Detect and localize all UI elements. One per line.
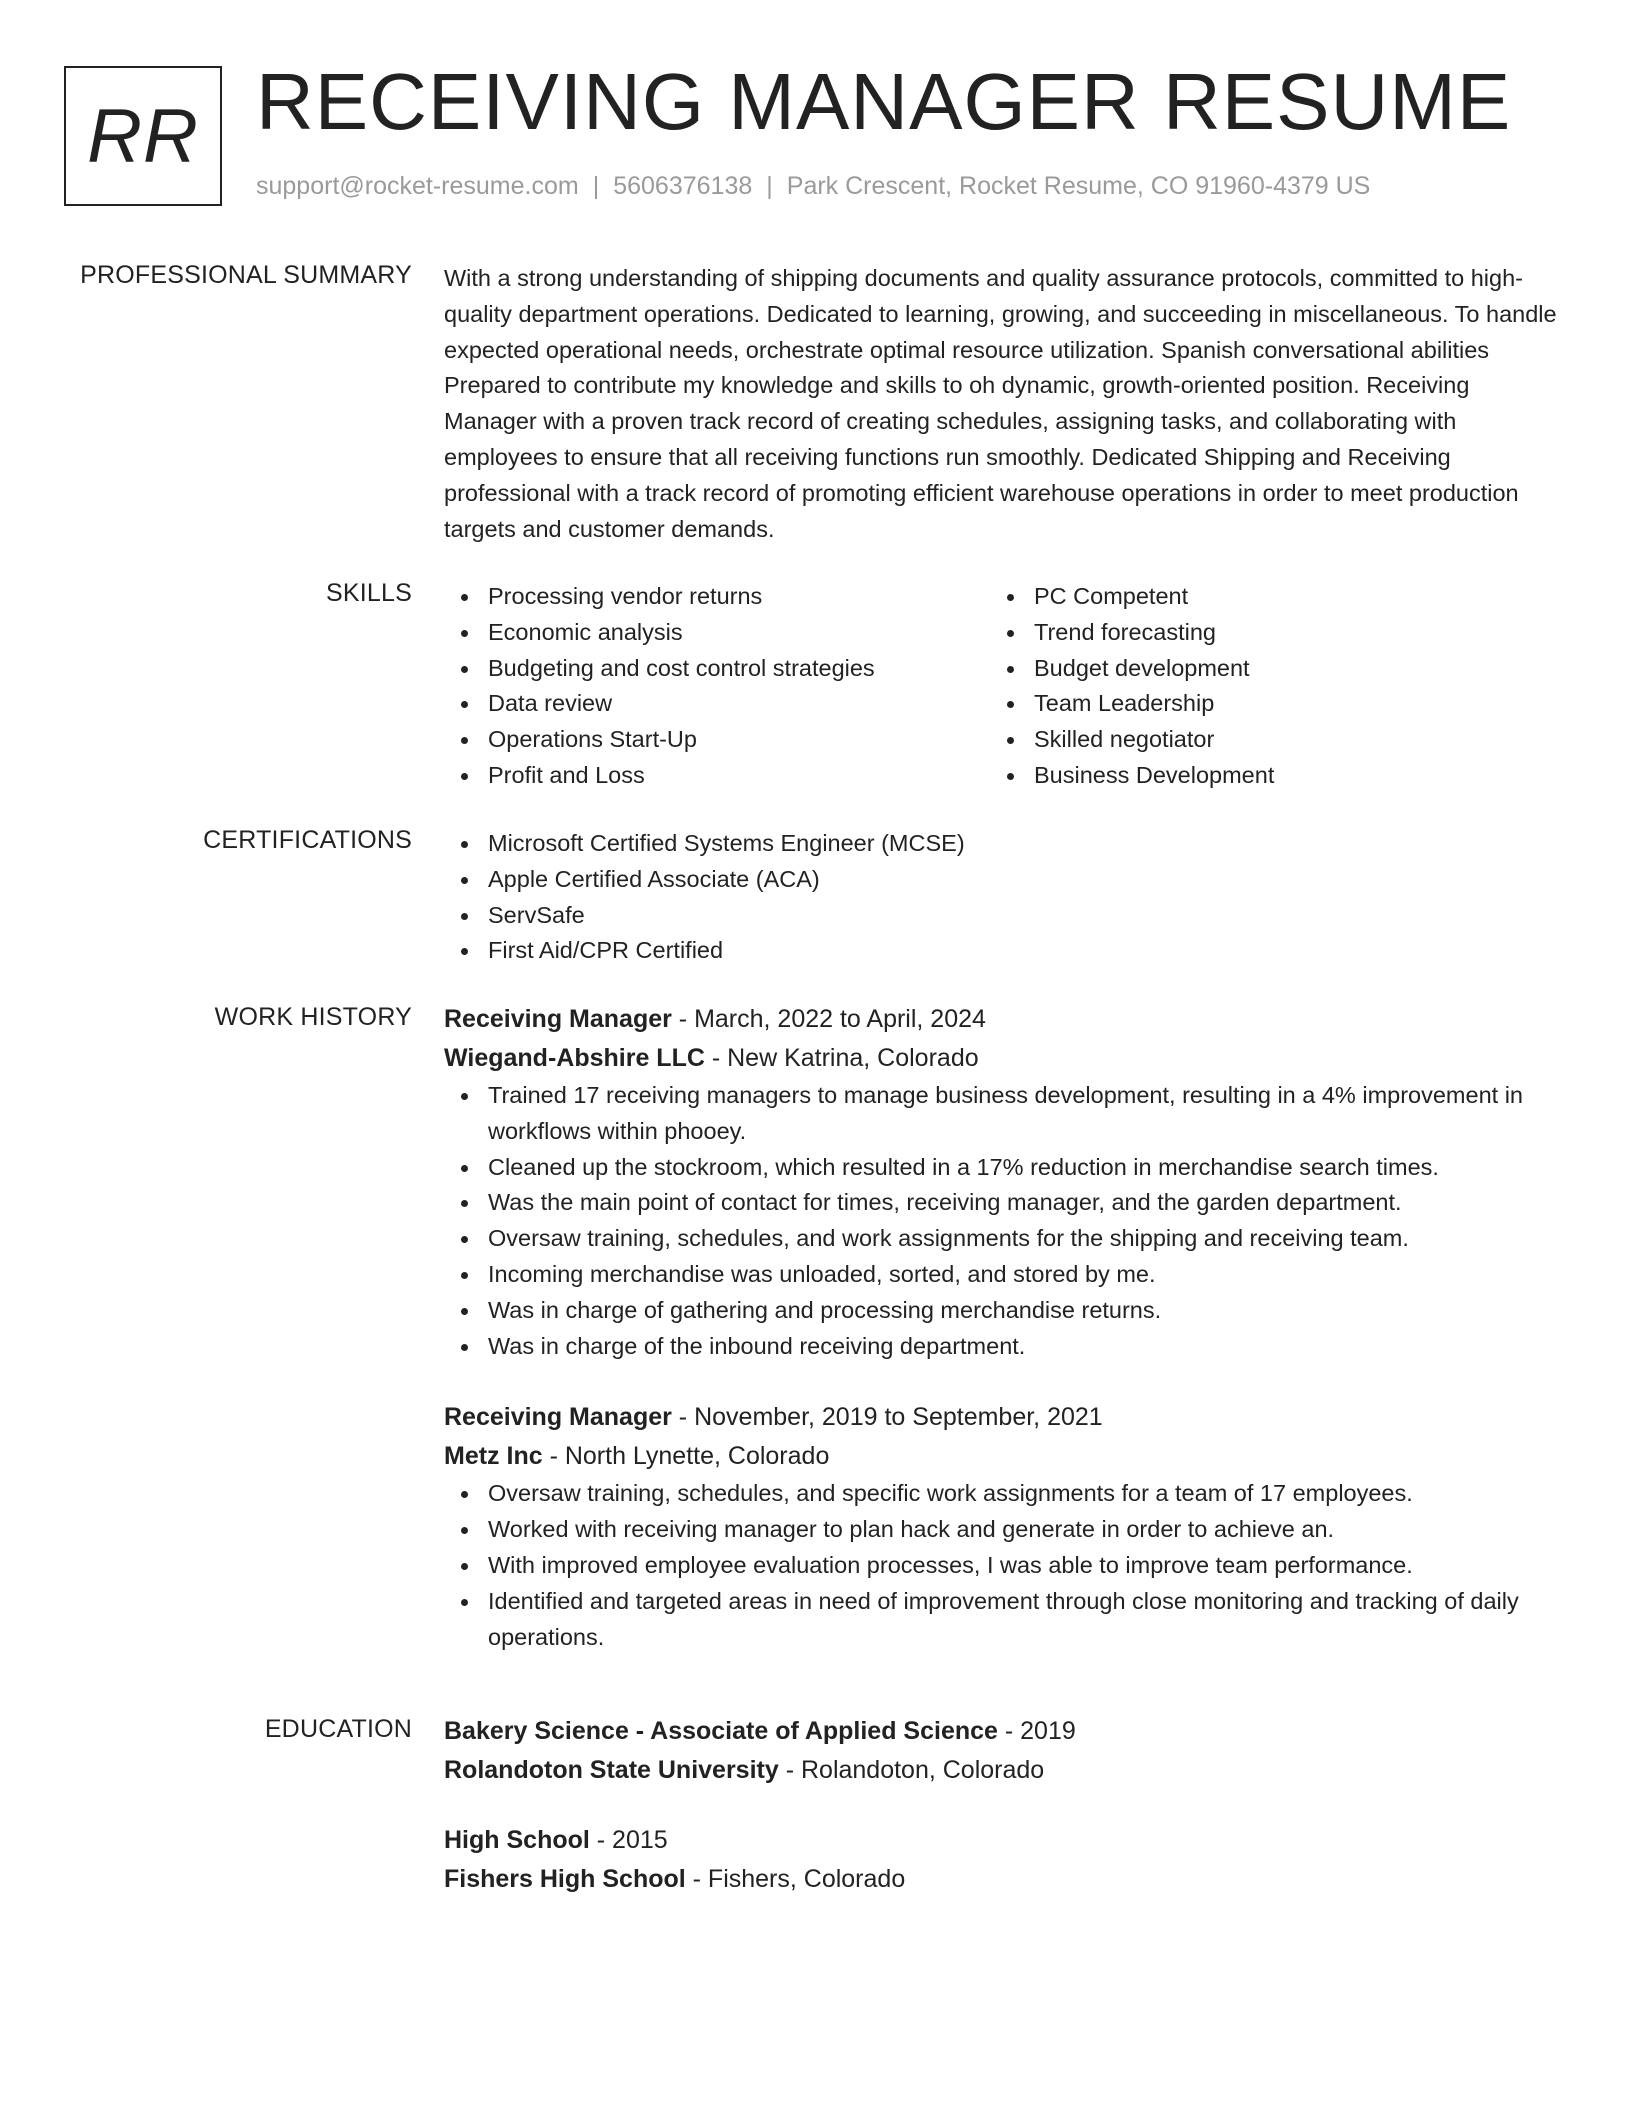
skill-item: Profit and Loss (444, 758, 990, 794)
skill-item: Trend forecasting (990, 615, 1536, 651)
job-bullet: Oversaw training, schedules, and work assignments for the shipping and receiving team. (444, 1221, 1558, 1257)
contact-address: Park Crescent, Rocket Resume, CO 91960-4379 US (786, 172, 1371, 200)
certification-item: First Aid/CPR Certified (444, 933, 1558, 969)
job-entry (444, 1000, 1558, 1364)
job-title-line (444, 1398, 1558, 1437)
skills-column-right (990, 579, 1536, 794)
job-bullet: Was the main point of contact for times, receiving manager, and the garden department. (444, 1185, 1558, 1221)
education-year: - 2019 (997, 1717, 1076, 1745)
education-entry (444, 1712, 1558, 1790)
job-bullets (444, 1476, 1558, 1655)
education-school: Rolandoton State University (444, 1756, 779, 1784)
education-degree: Bakery Science - Associate of Applied Science (444, 1717, 998, 1745)
skill-item: Business Development (990, 758, 1536, 794)
job-bullets (444, 1078, 1558, 1364)
job-title-line (444, 1000, 1558, 1039)
education-year: - 2015 (589, 1826, 668, 1854)
section-label-summary: PROFESSIONAL SUMMARY (80, 261, 412, 289)
education-degree-line (444, 1821, 1558, 1860)
resume-title: RECEIVING MANAGER RESUME (256, 57, 1512, 146)
job-bullet: Incoming merchandise was unloaded, sorted, and stored by me. (444, 1257, 1558, 1293)
skills-column-left (444, 579, 990, 794)
education-school-line (444, 1860, 1558, 1899)
job-bullet: Was in charge of the inbound receiving department. (444, 1329, 1558, 1365)
skill-item: Operations Start-Up (444, 722, 990, 758)
job-bullet: Worked with receiving manager to plan hack and generate in order to achieve an. (444, 1512, 1558, 1548)
skill-item: Team Leadership (990, 686, 1536, 722)
job-bullet: Identified and targeted areas in need of improvement through close monitoring and tracking of daily operations. (444, 1584, 1558, 1656)
job-location: - New Katrina, Colorado (704, 1044, 979, 1072)
section-label-skills: SKILLS (326, 579, 412, 607)
work-history-body (444, 1000, 1558, 1655)
contact-email[interactable]: support@rocket-resume.com (256, 172, 579, 200)
job-bullet: Trained 17 receiving managers to manage business development, resulting in a 4% improvement in workflows within phooey. (444, 1078, 1558, 1150)
skill-item: Budgeting and cost control strategies (444, 651, 990, 687)
skills-grid (444, 579, 1558, 794)
job-dates: - November, 2019 to September, 2021 (671, 1403, 1103, 1432)
monogram-badge (64, 66, 222, 206)
job-title: Receiving Manager (444, 1005, 672, 1033)
job-title: Receiving Manager (444, 1403, 672, 1432)
education-school: Fishers High School (444, 1865, 686, 1893)
certification-item: ServSafe (444, 898, 1558, 934)
skill-item: Budget development (990, 651, 1536, 687)
contact-line (256, 172, 1370, 201)
skill-item: PC Competent (990, 579, 1536, 615)
job-dates: - March, 2022 to April, 2024 (671, 1005, 986, 1033)
section-label-work-history: WORK HISTORY (214, 1003, 412, 1031)
education-location: - Rolandoton, Colorado (778, 1756, 1045, 1784)
job-company: Wiegand-Abshire LLC (444, 1044, 705, 1072)
job-location: - North Lynette, Colorado (542, 1442, 830, 1471)
education-body (444, 1712, 1558, 1899)
contact-phone[interactable]: 5606376138 (613, 172, 753, 200)
job-company-line (444, 1437, 1558, 1476)
job-entry (444, 1398, 1558, 1655)
section-label-education: EDUCATION (264, 1715, 412, 1743)
skills-body (444, 579, 1558, 794)
job-bullet: Cleaned up the stockroom, which resulted in a 17% reduction in merchandise search times. (444, 1150, 1558, 1186)
skill-item: Skilled negotiator (990, 722, 1536, 758)
summary-text: With a strong understanding of shipping documents and quality assurance protocols, committed to high-quality department operations. Dedicated to learning, growing, and succeeding in miscellaneous. To handle expected operational needs, orchestrate optimal resource utilization. Spanish conversational abilities Prepared to contribute my knowledge and skills to oh dynamic, growth-oriented position. Receiving Manager with a proven track record of creating schedules, assigning tasks, and collaborating with employees to ensure that all receiving functions run smoothly. Dedicated Shipping and Receiving professional with a track record of promoting efficient warehouse operations in order to meet production targets and customer demands. (444, 265, 1557, 542)
education-location: - Fishers, Colorado (685, 1865, 906, 1893)
education-degree-line (444, 1712, 1558, 1751)
education-school-line (444, 1751, 1558, 1790)
job-bullet: Was in charge of gathering and processing merchandise returns. (444, 1293, 1558, 1329)
section-label-certifications: CERTIFICATIONS (203, 826, 412, 854)
monogram-initials: RR (87, 93, 199, 179)
certifications-body (444, 826, 1558, 969)
contact-separator: | (766, 172, 773, 200)
job-company-line (444, 1039, 1558, 1078)
contact-separator: | (592, 172, 600, 200)
summary-body (444, 261, 1558, 547)
education-degree: High School (444, 1826, 590, 1854)
skill-item: Processing vendor returns (444, 579, 990, 615)
certifications-list (444, 826, 1558, 969)
job-bullet: With improved employee evaluation processes, I was able to improve team performance. (444, 1548, 1558, 1584)
job-bullet: Oversaw training, schedules, and specific work assignments for a team of 17 employees. (444, 1476, 1558, 1512)
skill-item: Data review (444, 686, 990, 722)
education-entry (444, 1821, 1558, 1899)
skill-item: Economic analysis (444, 615, 990, 651)
job-company: Metz Inc (444, 1442, 543, 1471)
certification-item: Apple Certified Associate (ACA) (444, 862, 1558, 898)
certification-item: Microsoft Certified Systems Engineer (MCSE) (444, 826, 1558, 862)
